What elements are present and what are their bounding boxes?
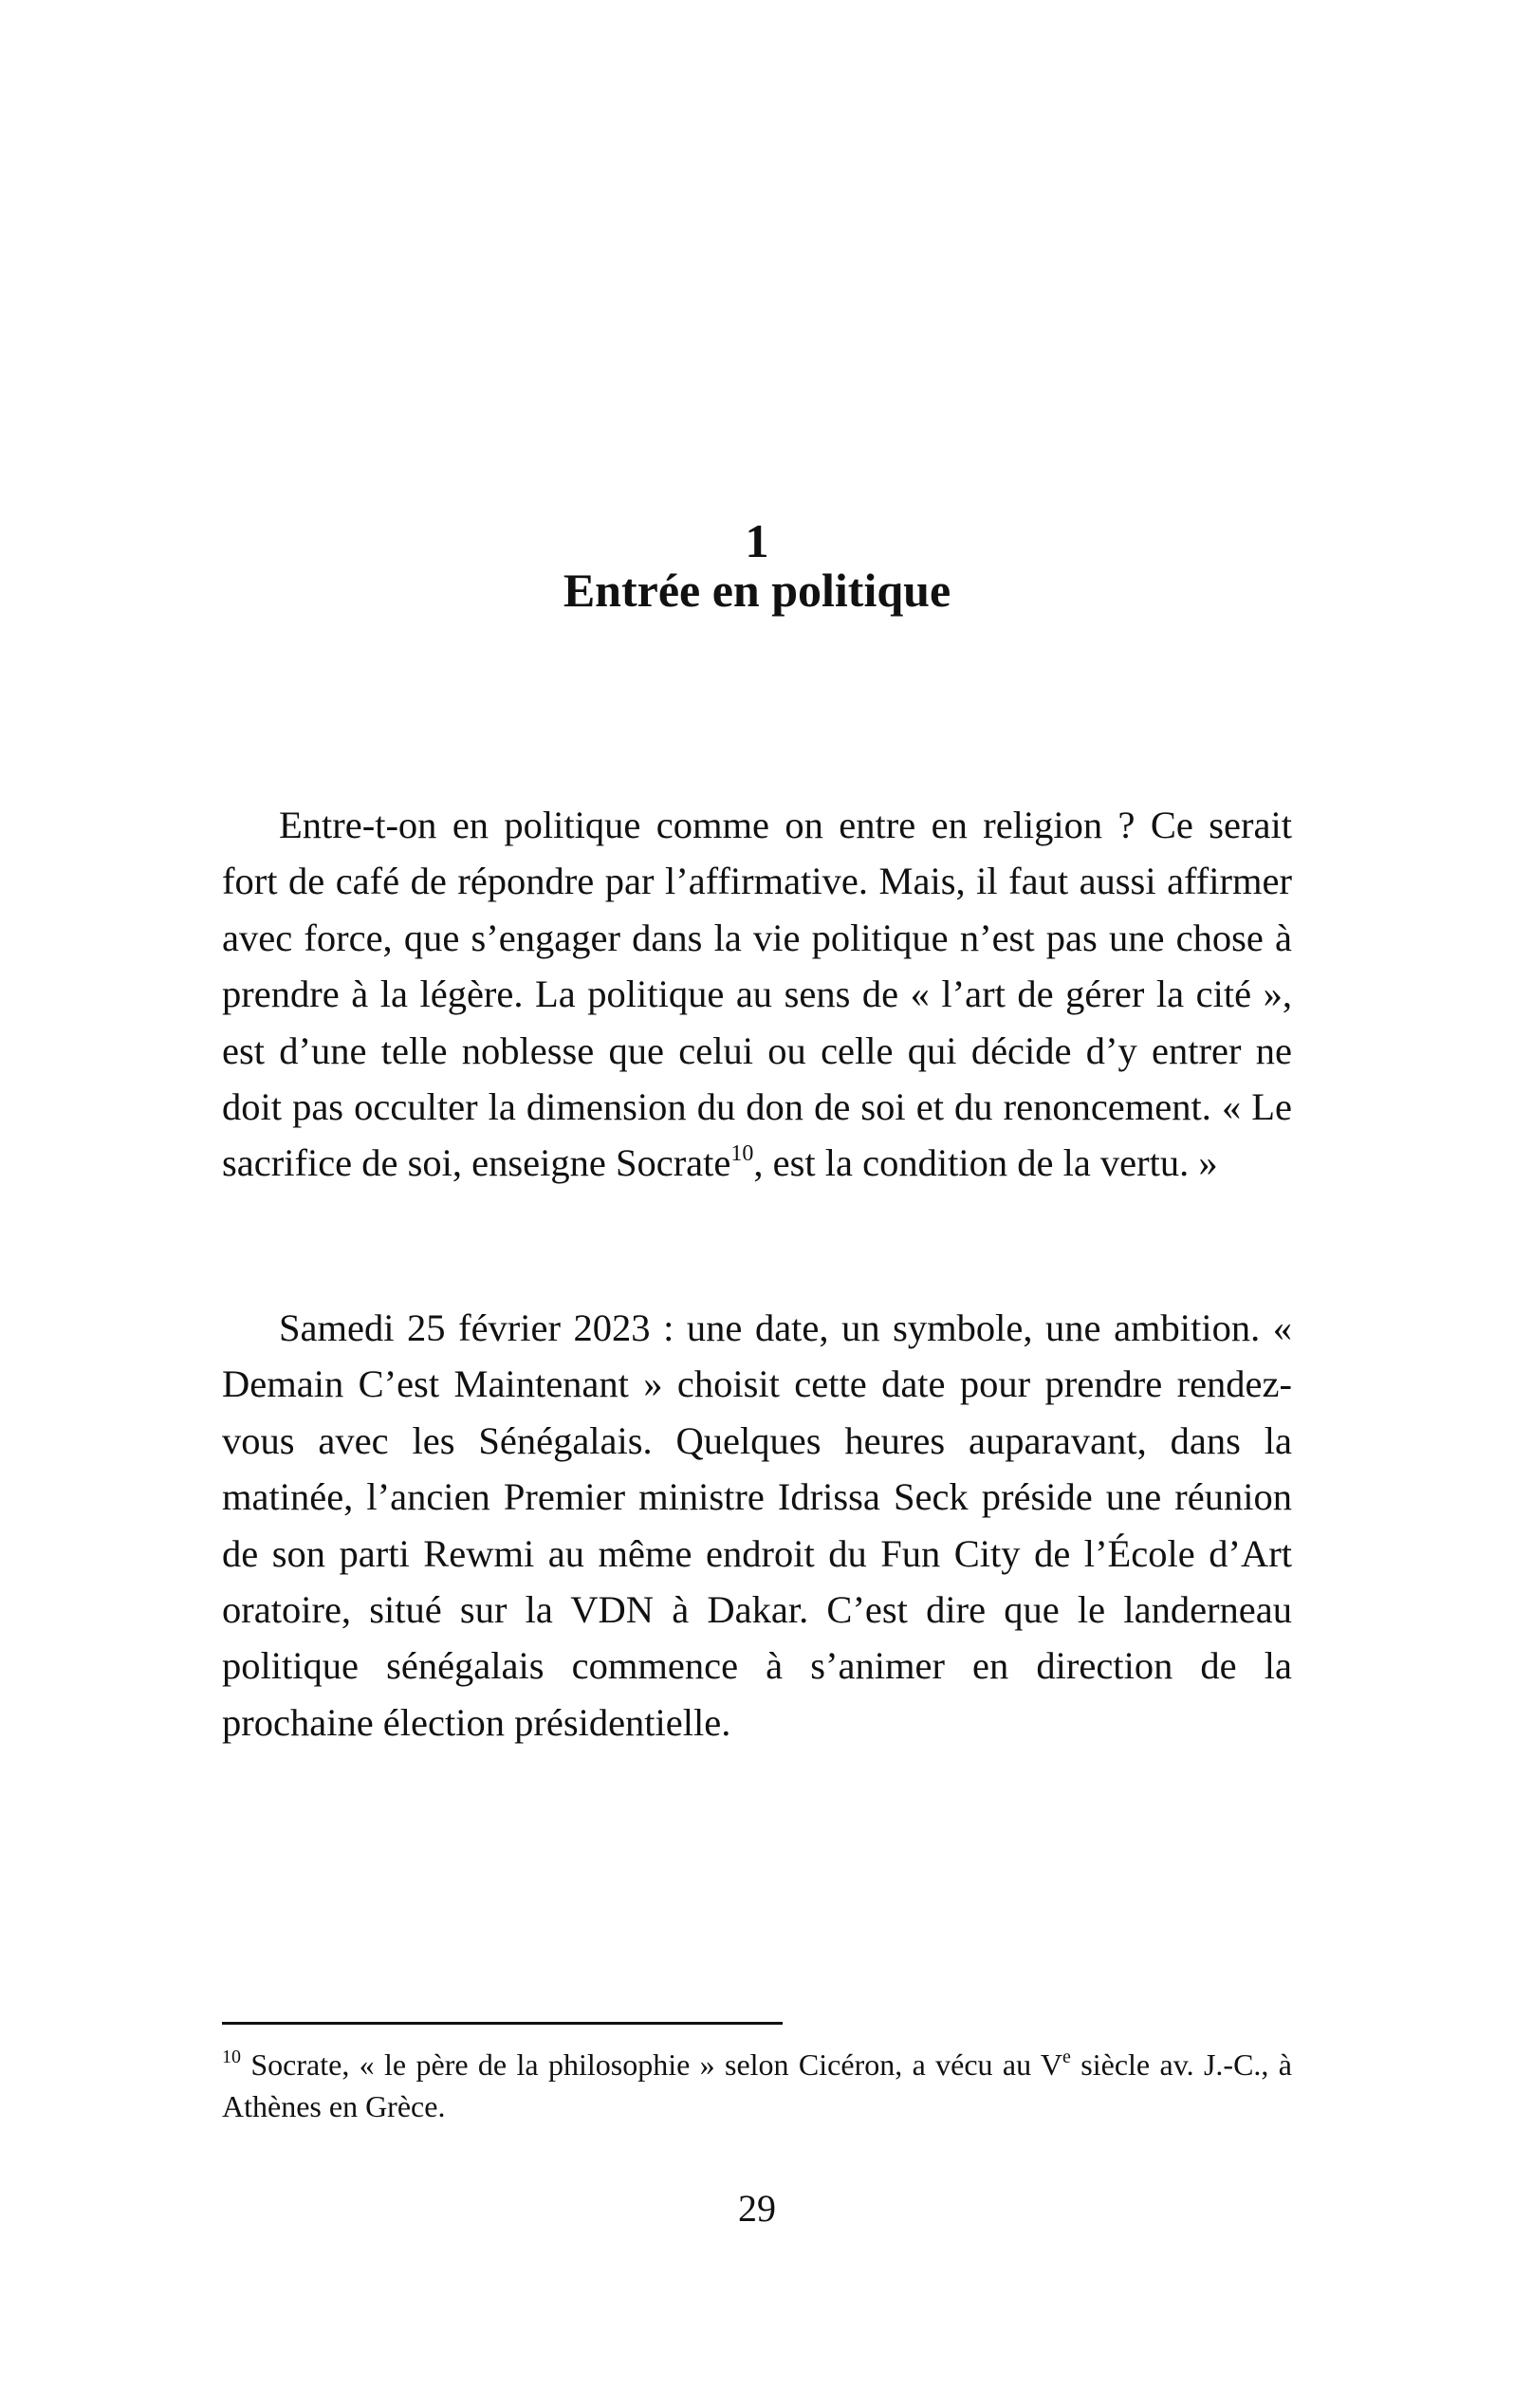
footnote-reference[interactable]: 10	[730, 1141, 754, 1167]
paragraph-2: Samedi 25 février 2023 : une date, un symbole, une ambition. « Demain C’est Maintenant » choisit cette date pour prendre rendez-vous avec les Sénégalais. Quelques heures auparavant, dans la matinée, l’ancien Premier ministre Idrissa Seck préside une réunion de son parti Rewmi au même endroit du Fun City de l’École d’Art oratoire, situé sur la VDN à Dakar. C’est dire que le landerneau politique sénégalais commence à s’animer en direction de la prochaine élection présidentielle.	[222, 1306, 1292, 1744]
footnote-text-end: siècle av. J.-C., à Athènes en Grèce.	[222, 2047, 1293, 2123]
chapter-title: Entrée en politique	[563, 564, 951, 617]
footnote-text: Socrate, « le père de la philosophie » selon Cicéron, a vécu au V	[241, 2047, 1063, 2082]
paragraph-1	[222, 797, 1292, 1192]
page-number: 29	[738, 2187, 776, 2230]
paragraph-1-text-end: , est la condition de la vertu. »	[753, 1141, 1218, 1185]
chapter-number: 1	[745, 514, 769, 567]
footnote-superscript: e	[1062, 2047, 1071, 2067]
footnote-divider	[222, 2022, 783, 2025]
paragraph-1-text: Entre-t-on en politique comme on entre en religion ? Ce serait fort de café de répondre par l’affirmative. Mais, il faut aussi affirmer avec force, que s’engager dans la vie politique n’est pas une chose à prendre à la légère. La politique au sens de « l’art de gérer la cité », est d’une telle noblesse que celui ou celle qui décide d’y entrer ne doit pas occulter la dimension du don de soi et du renoncement. « Le sacrifice de soi, enseigne Socrate	[222, 804, 1292, 1185]
footnote	[222, 2044, 1292, 2127]
footnote-number: 10	[222, 2047, 241, 2067]
